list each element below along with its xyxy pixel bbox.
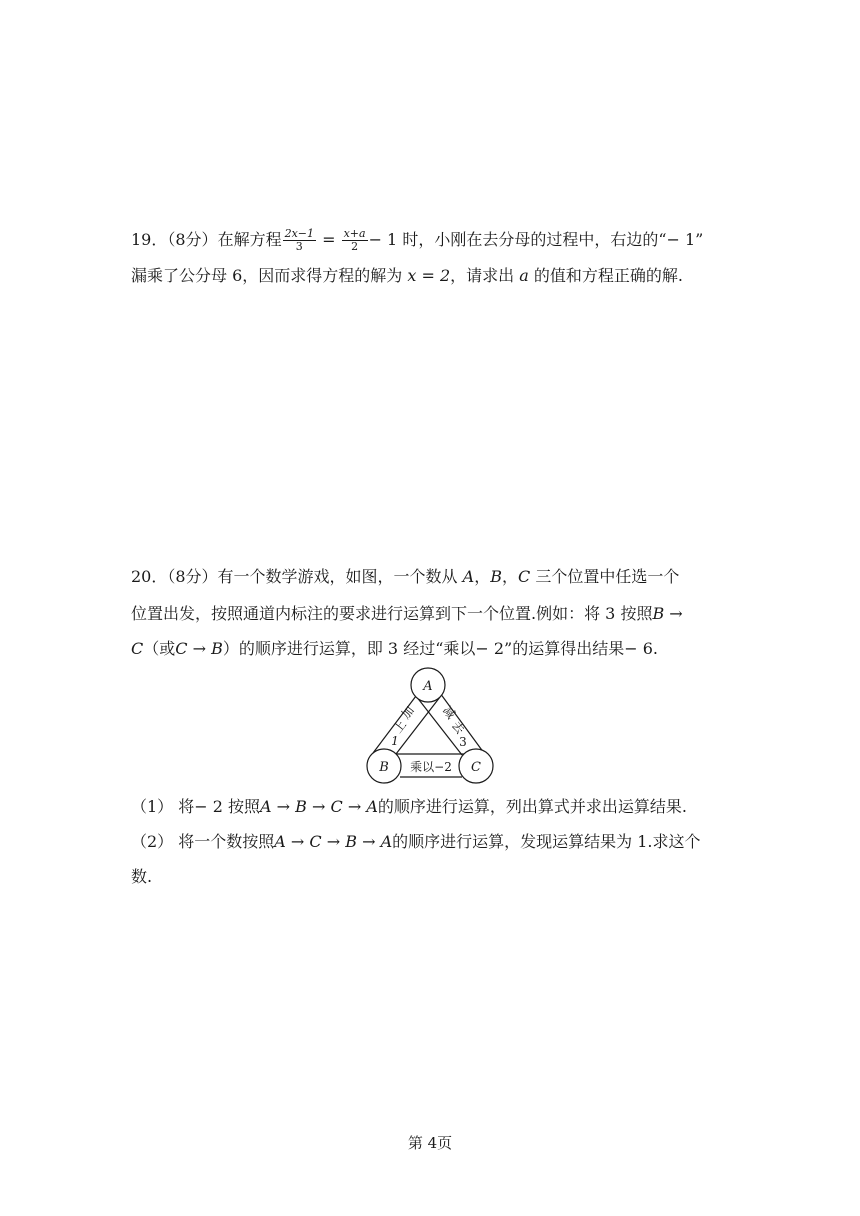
right-label-3: 3 (459, 735, 467, 749)
q19-equals: = (317, 230, 341, 249)
q20-line1 (131, 567, 679, 587)
q19-score: （8分） (167, 230, 218, 249)
q20-sub1-text-b: 的顺序进行运算，列出算式并求出运算结果. (377, 797, 687, 816)
q20-sub2 (131, 832, 700, 852)
bottom-label: 乘以−2 (410, 760, 452, 774)
q19-variable-a: a (519, 266, 529, 285)
left-label-2: 上 (390, 717, 410, 736)
q19-fraction-1 (283, 228, 316, 253)
q20-line3 (131, 639, 658, 659)
q20-sub2-math: A → C → B → A (274, 832, 393, 851)
triangle-diagram (360, 665, 500, 790)
q20-var-b: B (490, 567, 502, 586)
q20-line3-text-b: ）的顺序进行运算，即 3 经过“乘以− 2”的运算得出结果− 6. (222, 639, 658, 658)
node-a-label: A (423, 679, 433, 694)
frac2-numerator: x+a (343, 227, 366, 240)
q20-line3-math: C → B (175, 639, 223, 658)
q20-line3-text: （或 (143, 639, 176, 658)
q20-line2 (131, 604, 683, 624)
q19-line1 (131, 228, 703, 253)
q19-number: 19． (131, 230, 168, 249)
q20-sub2-text-c: 数. (131, 867, 153, 886)
q19-line2-text-c: 的值和方程正确的解. (528, 266, 683, 285)
left-label-1: 加 (398, 703, 418, 722)
q20-comma-2: ， (501, 567, 518, 586)
q20-var-c: C (518, 567, 531, 586)
frac1-numerator: 2x−1 (284, 227, 314, 240)
right-label-1: 减 (439, 703, 459, 722)
q19-line2-text: 漏乘了公分母 6，因而求得方程的解为 (131, 266, 408, 285)
q20-line1-text-b: 三个位置中任选一个 (530, 567, 680, 586)
node-b-label: B (379, 760, 389, 775)
q19-line2-text-b: ，请求出 (450, 266, 520, 285)
q20-line3-var-c: C (131, 639, 144, 658)
q19-line2 (131, 266, 683, 286)
left-label-3: 1 (391, 734, 399, 748)
q19-pre: 在解方程 (217, 230, 282, 249)
q20-sub2-text-b: 的顺序进行运算，发现运算结果为 1.求这个 (392, 832, 701, 851)
q19-fraction-2 (342, 228, 368, 253)
q20-var-a: A (462, 567, 475, 586)
q20-sub1-text: （1） 将− 2 按照 (131, 797, 261, 816)
frac2-denominator: 2 (351, 240, 359, 253)
right-label-2: 去 (448, 718, 468, 737)
q19-post: − 1 时，小刚在去分母的过程中，右边的“− 1” (368, 230, 704, 249)
q20-comma-1: ， (474, 567, 491, 586)
q20-line2-text: 位置出发，按照通道内标注的要求进行运算到下一个位置.例如：将 3 按照 (131, 604, 653, 623)
q19-solution: x = 2 (407, 266, 451, 285)
q20-sub2-line2 (131, 867, 152, 887)
frac1-denominator: 3 (295, 240, 303, 253)
q20-sub1 (131, 797, 687, 817)
q20-line1-text: 20．（8分）有一个数学游戏，如图，一个数从 (131, 567, 463, 586)
page-footer: 第 4页 (407, 1134, 453, 1152)
q20-sub1-math: A → B → C → A (260, 797, 378, 816)
q20-line2-math: B → (652, 604, 683, 623)
q20-sub2-text: （2） 将一个数按照 (131, 832, 275, 851)
node-c-label: C (471, 760, 481, 775)
